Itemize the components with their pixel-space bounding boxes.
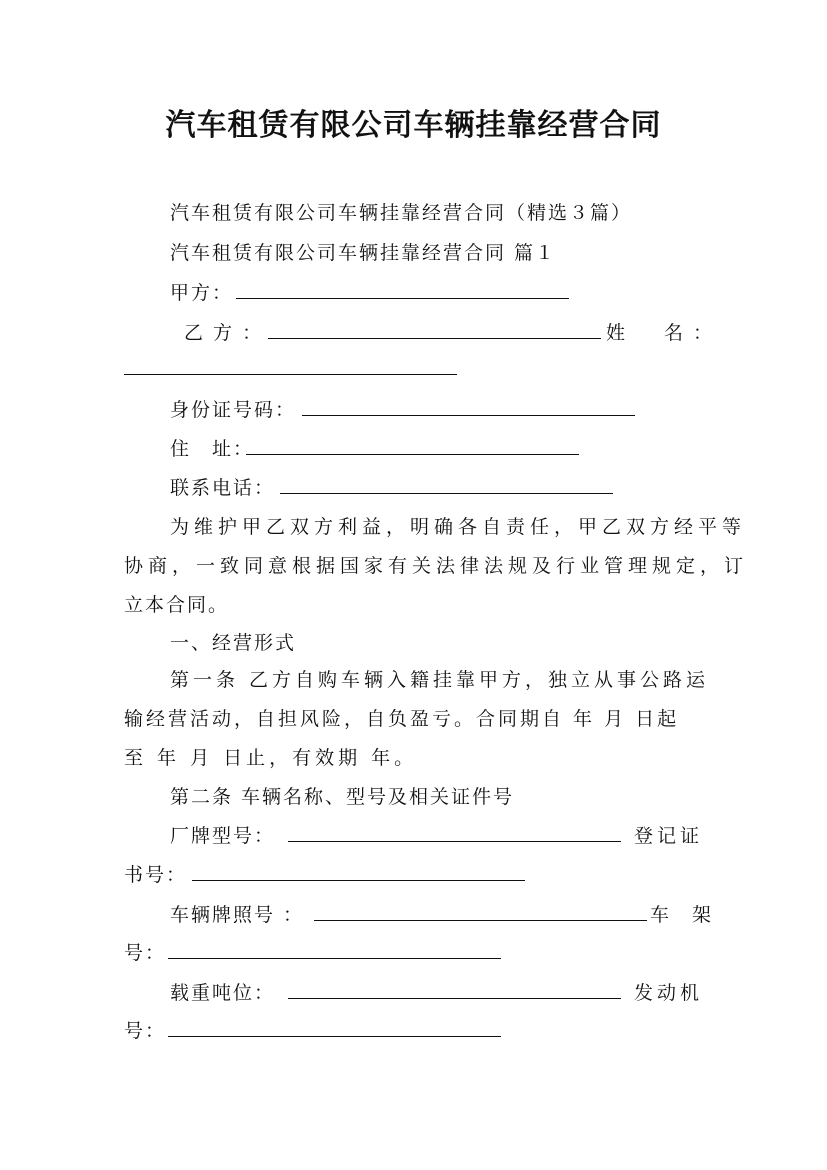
art1-text-2: 输经营活动，自担风险，自负盈亏。合同期自 年 月 日起 [124, 708, 680, 730]
section1-heading: 一、经营形式 [170, 632, 297, 654]
reg-cert-blank [192, 880, 525, 881]
intro-text-1: 为维护甲乙双方利益，明确各自责任，甲乙双方经平等 [170, 516, 747, 538]
id-blank [302, 415, 635, 416]
tonnage-label: 载重吨位： [170, 982, 276, 1004]
address-blank [246, 454, 579, 455]
art1-text-1: 第一条 乙方自购车辆入籍挂靠甲方，独立从事公路运 [170, 669, 710, 691]
frame-label-b: 号： [124, 942, 167, 964]
tonnage-blank [288, 998, 621, 999]
party-a-blank [236, 298, 569, 299]
engine-label-a: 发动机 [634, 982, 704, 1004]
art1-text-3: 至 年 月 日止，有效期 年。 [124, 747, 418, 769]
plate-blank [314, 920, 647, 921]
subtitle-selected: 汽车租赁有限公司车辆挂靠经营合同（精选３篇） [170, 202, 633, 224]
subtitle-part: 汽车租赁有限公司车辆挂靠经营合同 篇１ [170, 242, 557, 264]
party-b-label: 乙 方 ： [184, 322, 264, 344]
name-label: 姓 名： [606, 322, 723, 344]
party-b-blank [268, 338, 601, 339]
intro-text-2: 协商，一致同意根据国家有关法律法规及行业管理规定，订 [124, 555, 749, 577]
frame-label-a: 车 架 [650, 904, 714, 926]
address-label: 住 址： [170, 438, 255, 460]
engine-label-b: 号： [124, 1020, 167, 1042]
reg-cert-label-b: 书号： [124, 864, 188, 886]
name-blank [124, 374, 457, 375]
reg-cert-label-a: 登记证 [634, 825, 704, 847]
brand-blank [288, 841, 621, 842]
phone-blank [280, 493, 613, 494]
id-label: 身份证号码： [170, 399, 297, 421]
phone-label: 联系电话： [170, 477, 276, 499]
plate-label: 车辆牌照号 ： [170, 904, 305, 926]
engine-blank [168, 1036, 501, 1037]
document-title: 汽车租赁有限公司车辆挂靠经营合同 [165, 108, 662, 143]
art2-heading: 第二条 车辆名称、型号及相关证件号 [170, 786, 515, 808]
intro-text-3: 立本合同。 [124, 594, 230, 616]
brand-label: 厂牌型号： [170, 825, 276, 847]
party-a-label: 甲方： [170, 282, 234, 304]
frame-blank [168, 958, 501, 959]
